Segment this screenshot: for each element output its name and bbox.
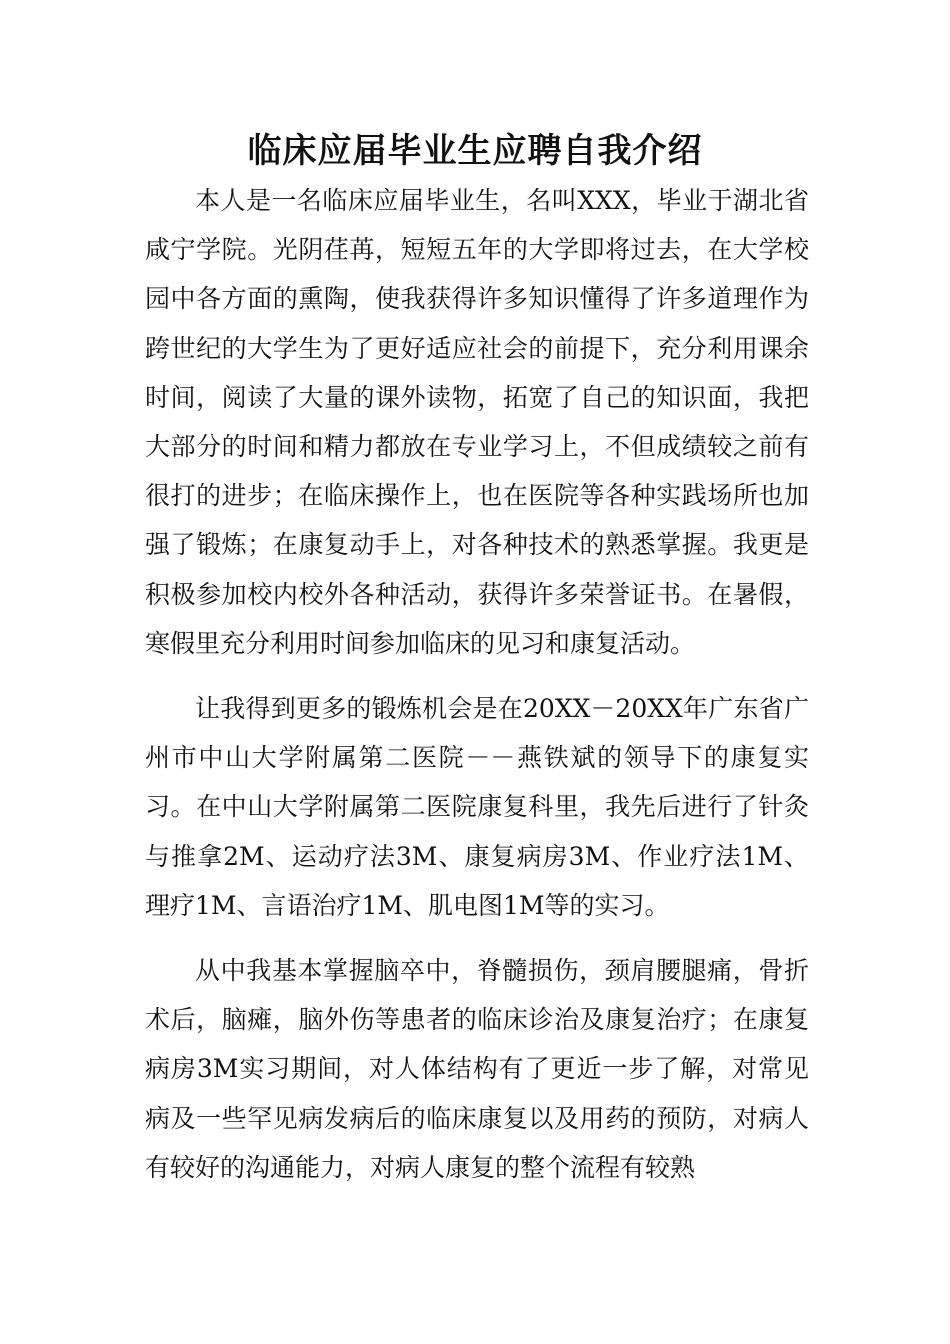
paragraph-internship: 让我得到更多的锻炼机会是在20XX－20XX年广东省广州市中山大学附属第二医院－－燕铁斌的领导下的康复实习。在中山大学附属第二医院康复科里，我先后进行了针灸与推拿2M、运动疗法3M、康复病房3M、作业疗法1M、理疗1M、言语治疗1M、肌电图1M等的实习。 <box>145 694 809 920</box>
document-body <box>145 176 809 1192</box>
document-title: 临床应届毕业生应聘自我介绍 <box>247 131 703 171</box>
paragraph-intro: 本人是一名临床应届毕业生，名叫XXX，毕业于湖北省咸宁学院。光阴荏苒，短短五年的大学即将过去，在大学校园中各方面的熏陶，使我获得许多知识懂得了许多道理作为跨世纪的大学生为了更好适应社会的前提下，充分利用课余时间，阅读了大量的课外读物，拓宽了自己的知识面，我把大部分的时间和精力都放在专业学习上，不但成绩较之前有很打的进步；在临床操作上，也在医院等各种实践场所也加强了锻炼；在康复动手上，对各种技术的熟悉掌握。我更是积极参加校内校外各种活动，获得许多荣誉证书。在暑假，寒假里充分利用时间参加临床的见习和康复活动。 <box>145 186 809 658</box>
paragraph-skills: 从中我基本掌握脑卒中，脊髓损伤，颈肩腰腿痛，骨折术后，脑瘫，脑外伤等患者的临床诊治及康复治疗；在康复病房3M实习期间，对人体结构有了更近一步了解，对常见病及一些罕见病发病后的临床康复以及用药的预防，对病人有较好的沟通能力，对病人康复的整个流程有较熟 <box>145 956 809 1182</box>
